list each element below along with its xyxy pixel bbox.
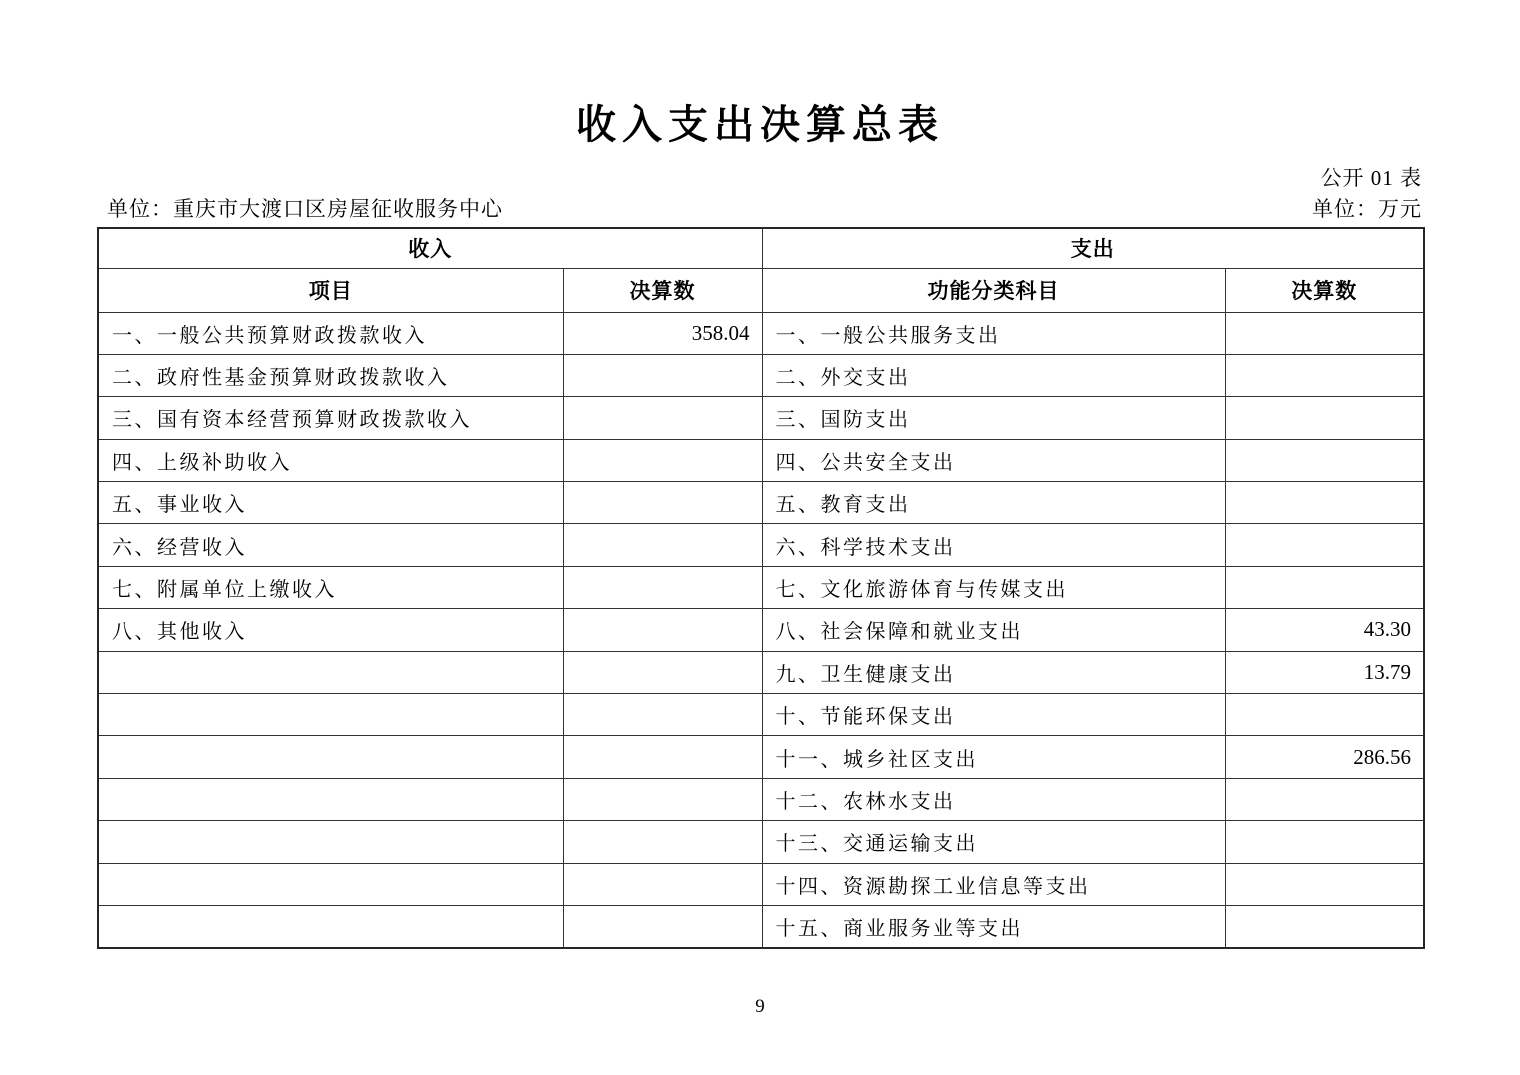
expenditure-amount-cell: 43.30 xyxy=(1225,609,1424,651)
expenditure-amount-cell xyxy=(1225,524,1424,566)
expenditure-amount-column-header: 决算数 xyxy=(1225,268,1424,312)
table-row xyxy=(98,863,1424,905)
income-item-cell: 八、其他收入 xyxy=(98,609,563,651)
table-row xyxy=(98,694,1424,736)
expenditure-amount-cell: 286.56 xyxy=(1225,736,1424,778)
income-amount-cell xyxy=(563,694,762,736)
income-item-cell xyxy=(98,778,563,820)
table-row xyxy=(98,397,1424,439)
table-row xyxy=(98,778,1424,820)
currency-unit-label: 单位：万元 xyxy=(1312,197,1422,221)
page-number: 9 xyxy=(755,996,765,1017)
page-title: 收入支出决算总表 xyxy=(576,103,944,147)
income-item-cell xyxy=(98,821,563,863)
expenditure-item-cell: 四、公共安全支出 xyxy=(762,439,1225,481)
table-row xyxy=(98,651,1424,693)
expenditure-item-cell: 十三、交通运输支出 xyxy=(762,821,1225,863)
expenditure-item-cell: 八、社会保障和就业支出 xyxy=(762,609,1225,651)
table-row xyxy=(98,482,1424,524)
expenditure-amount-cell xyxy=(1225,354,1424,396)
income-amount-cell xyxy=(563,821,762,863)
column-header-row xyxy=(98,268,1424,312)
expenditure-item-cell: 九、卫生健康支出 xyxy=(762,651,1225,693)
expenditure-item-cell: 二、外交支出 xyxy=(762,354,1225,396)
income-item-cell xyxy=(98,905,563,947)
income-amount-cell: 358.04 xyxy=(563,312,762,354)
expenditure-item-cell: 三、国防支出 xyxy=(762,397,1225,439)
expenditure-amount-cell: 13.79 xyxy=(1225,651,1424,693)
table-row xyxy=(98,609,1424,651)
expenditure-item-cell: 十、节能环保支出 xyxy=(762,694,1225,736)
expenditure-item-cell: 一、一般公共服务支出 xyxy=(762,312,1225,354)
table-row xyxy=(98,821,1424,863)
expenditure-amount-cell xyxy=(1225,821,1424,863)
income-amount-cell xyxy=(563,566,762,608)
income-amount-cell xyxy=(563,439,762,481)
budget-summary-table xyxy=(97,227,1425,949)
expenditure-amount-cell xyxy=(1225,905,1424,947)
expenditure-item-cell: 十五、商业服务业等支出 xyxy=(762,905,1225,947)
table-row xyxy=(98,354,1424,396)
income-amount-cell xyxy=(563,905,762,947)
income-item-column-header: 项目 xyxy=(98,268,563,312)
income-amount-cell xyxy=(563,736,762,778)
income-item-cell xyxy=(98,651,563,693)
expenditure-amount-cell xyxy=(1225,397,1424,439)
expenditure-section-header: 支出 xyxy=(762,228,1424,268)
expenditure-item-column-header: 功能分类科目 xyxy=(762,268,1225,312)
table-row xyxy=(98,905,1424,947)
expenditure-item-cell: 十一、城乡社区支出 xyxy=(762,736,1225,778)
expenditure-amount-cell xyxy=(1225,778,1424,820)
income-amount-cell xyxy=(563,778,762,820)
expenditure-amount-cell xyxy=(1225,694,1424,736)
expenditure-amount-cell xyxy=(1225,482,1424,524)
table-code-label: 公开 01 表 xyxy=(1320,166,1422,190)
income-item-cell xyxy=(98,736,563,778)
income-section-header: 收入 xyxy=(98,228,762,268)
expenditure-item-cell: 七、文化旅游体育与传媒支出 xyxy=(762,566,1225,608)
table-row xyxy=(98,312,1424,354)
expenditure-amount-cell xyxy=(1225,863,1424,905)
section-header-row xyxy=(98,228,1424,268)
income-item-cell: 七、附属单位上缴收入 xyxy=(98,566,563,608)
org-unit-label: 单位：重庆市大渡口区房屋征收服务中心 xyxy=(107,197,503,221)
expenditure-item-cell: 五、教育支出 xyxy=(762,482,1225,524)
table-row xyxy=(98,566,1424,608)
income-item-cell: 一、一般公共预算财政拨款收入 xyxy=(98,312,563,354)
expenditure-item-cell: 十二、农林水支出 xyxy=(762,778,1225,820)
income-amount-cell xyxy=(563,609,762,651)
income-item-cell: 六、经营收入 xyxy=(98,524,563,566)
income-item-cell xyxy=(98,694,563,736)
expenditure-amount-cell xyxy=(1225,439,1424,481)
income-amount-cell xyxy=(563,354,762,396)
income-item-cell: 二、政府性基金预算财政拨款收入 xyxy=(98,354,563,396)
income-amount-cell xyxy=(563,524,762,566)
expenditure-item-cell: 六、科学技术支出 xyxy=(762,524,1225,566)
table-row xyxy=(98,439,1424,481)
income-item-cell: 五、事业收入 xyxy=(98,482,563,524)
income-item-cell xyxy=(98,863,563,905)
table-row xyxy=(98,524,1424,566)
income-item-cell: 三、国有资本经营预算财政拨款收入 xyxy=(98,397,563,439)
table-row xyxy=(98,736,1424,778)
income-item-cell: 四、上级补助收入 xyxy=(98,439,563,481)
income-amount-column-header: 决算数 xyxy=(563,268,762,312)
income-amount-cell xyxy=(563,397,762,439)
income-amount-cell xyxy=(563,482,762,524)
income-amount-cell xyxy=(563,651,762,693)
expenditure-item-cell: 十四、资源勘探工业信息等支出 xyxy=(762,863,1225,905)
expenditure-amount-cell xyxy=(1225,566,1424,608)
income-amount-cell xyxy=(563,863,762,905)
expenditure-amount-cell xyxy=(1225,312,1424,354)
